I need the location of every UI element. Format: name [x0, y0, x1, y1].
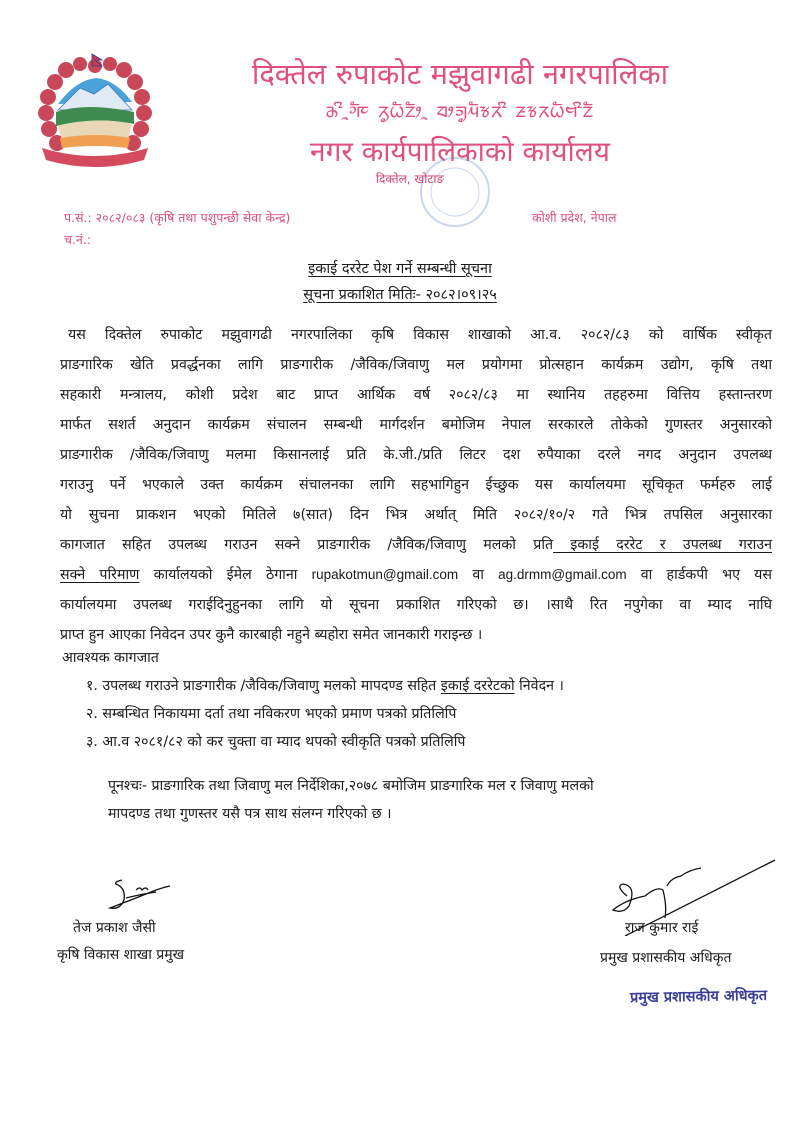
- dispatch-number: च.नं.:: [64, 232, 92, 247]
- body-line: गराउनु पर्ने भएकाले उक्त कार्यक्रम संचालनका लागि सहभागिहुन ईच्छुक यस कार्यालयमा सूचिकृत फर्महरु लाई: [60, 477, 772, 493]
- notice-publish-date: [0, 284, 800, 304]
- required-document-item: ३. आ.व २०८१/८२ को कर चुक्ता वा म्याद थपको स्वीकृति पत्रको प्रतिलिपि: [86, 734, 466, 750]
- signatory-left-name: तेज प्रकाश जैसी: [73, 920, 156, 936]
- office-stamp: [405, 152, 497, 232]
- handshake-band: [60, 135, 130, 148]
- signatory-left-title: कृषि विकास शाखा प्रमुख: [57, 947, 185, 963]
- body-line: [60, 535, 772, 554]
- signature-left: [106, 876, 172, 912]
- body-text: वा: [458, 567, 499, 583]
- office-address: दिक्तेल, खोटाङ: [375, 172, 445, 186]
- postscript-line: पूनश्चः- प्राङगारिक तथा जिवाणु मल निर्देशिका,२०७८ बमोजिम प्राङगारिक मल र जिवाणु मलको: [108, 778, 594, 794]
- body-line: मार्फत सशर्त अनुदान कार्यक्रम संचालन सम्बन्धी मार्गदर्शन बमोजिम नेपाल सरकारले तोकेको गुणस्तर अनुसारको: [60, 417, 772, 433]
- province-label: कोशी प्रदेश, नेपाल: [532, 210, 617, 225]
- body-text: कागजात सहित उपलब्ध गराउन सक्ने प्राङगारीक /जैविक/जिवाणु मलको प्रति: [60, 537, 554, 553]
- municipality-name: दिक्तेल रुपाकोट मझुवागढी नगरपालिका: [251, 57, 669, 91]
- office-name: नगर कार्यपालिकाको कार्यालय: [310, 135, 610, 168]
- item-underlined-text: इकाई दररेटको: [440, 678, 515, 694]
- body-line: प्राङगारिक खेति प्रवर्द्धनका लागि प्राङगारीक /जैविक/जिवाणु मल प्रयोगमा प्रोत्सहान कार्यक्रम उद्योग, कृषि तथा: [60, 357, 772, 373]
- body-underlined-text: सक्ने परिमाण: [60, 567, 140, 583]
- body-text: वा हार्डकपी भए यस: [626, 567, 772, 583]
- notice-subject: [0, 258, 800, 278]
- notice-publish-date-text: सूचना प्रकाशित मितिः- २०८२।०९।२५: [303, 287, 497, 303]
- municipality-emblem-logo: [36, 52, 154, 172]
- item-text: निवेदन ।: [514, 678, 564, 694]
- body-line: यस दिक्तेल रुपाकोट मझुवागढी नगरपालिका कृषि विकास शाखाको आ.व. २०८२/८३ को वार्षिक स्वीकृत: [68, 327, 772, 343]
- notice-subject-text: इकाई दररेट पेश गर्ने सम्बन्धी सूचना: [308, 261, 492, 277]
- body-line: प्राप्त हुन आएका निवेदन उपर कुनै कारबाही नहुने ब्यहोरा समेत जानकारी गराइन्छ ।: [60, 627, 483, 643]
- body-line: कार्यालयमा उपलब्ध गराईदिनुहुनका लागि यो सूचना प्रकाशित गरिएको छ। ।साथै रित नपुगेका वा म्याद नाघि: [60, 597, 772, 613]
- required-document-item: [86, 676, 564, 695]
- item-text: १. उपलब्ध गराउने प्राङगारीक /जैविक/जिवाणु मलको मापदण्ड सहित: [86, 678, 441, 694]
- body-line: सहकारी मन्त्रालय, कोशी प्रदेश बाट प्राप्त आर्थिक वर्ष २०८२/८३ मा स्थानिय तहहरुमा वित्तिय हस्तान्तरण: [60, 387, 772, 403]
- nepal-flag-icon: [92, 54, 102, 66]
- email-link-rupakotmun[interactable]: rupakotmun@gmail.com: [311, 567, 459, 582]
- postscript-line: मापदण्ड तथा गुणस्तर यसै पत्र साथ संलग्न गरिएको छ ।: [108, 806, 392, 822]
- body-line: यो सुचना प्राकशन भएको मितिले ७(सात) दिन भित्र अर्थात् मिति २०८२/१०/२ गते भित्र तपसिल अनुसारका: [60, 507, 772, 523]
- body-line: [60, 565, 772, 584]
- designation-seal-stamp: प्रमुख प्रशासकीय अधिकृत: [629, 987, 768, 1007]
- body-text: कार्यालयको ईमेल ठेगाना: [139, 567, 312, 583]
- body-line: प्राङगारीक /जैविक/जिवाणु मलमा किसानलाई प्रति के.जी./प्रति लिटर दश रुपैयाका दरले नगद अनुदान उपलब्ध: [60, 447, 772, 463]
- letter-reference-number: प.सं.: २०८२/०८३ (कृषि तथा पशुपन्छी सेवा केन्द्र): [64, 210, 291, 225]
- email-link-ag-drmm[interactable]: ag.drmm@gmail.com: [498, 567, 627, 582]
- signatory-right-name: राज कुमार राई: [625, 920, 699, 936]
- signatory-right-title: प्रमुख प्रशासकीय अधिकृत: [600, 950, 732, 966]
- municipality-name-limbu-script: ᤌᤡᤳᤆᤠᤰ ᤖᤢᤐᤠᤁᤥᤳ ᤔᤣᤈᤢᤘᤠᤃᤖᤡ ᤏᤃᤖᤐᤠᤗᤡᤁᤠ: [325, 98, 595, 123]
- required-document-item: २. सम्बन्धित निकायमा दर्ता तथा नविकरण भएको प्रमाण पत्रको प्रतिलिपि: [86, 706, 457, 722]
- required-documents-heading: आवश्यक कागजात: [62, 650, 159, 666]
- body-underlined-text: इकाई दररेट र उपलब्ध गराउन: [553, 537, 772, 553]
